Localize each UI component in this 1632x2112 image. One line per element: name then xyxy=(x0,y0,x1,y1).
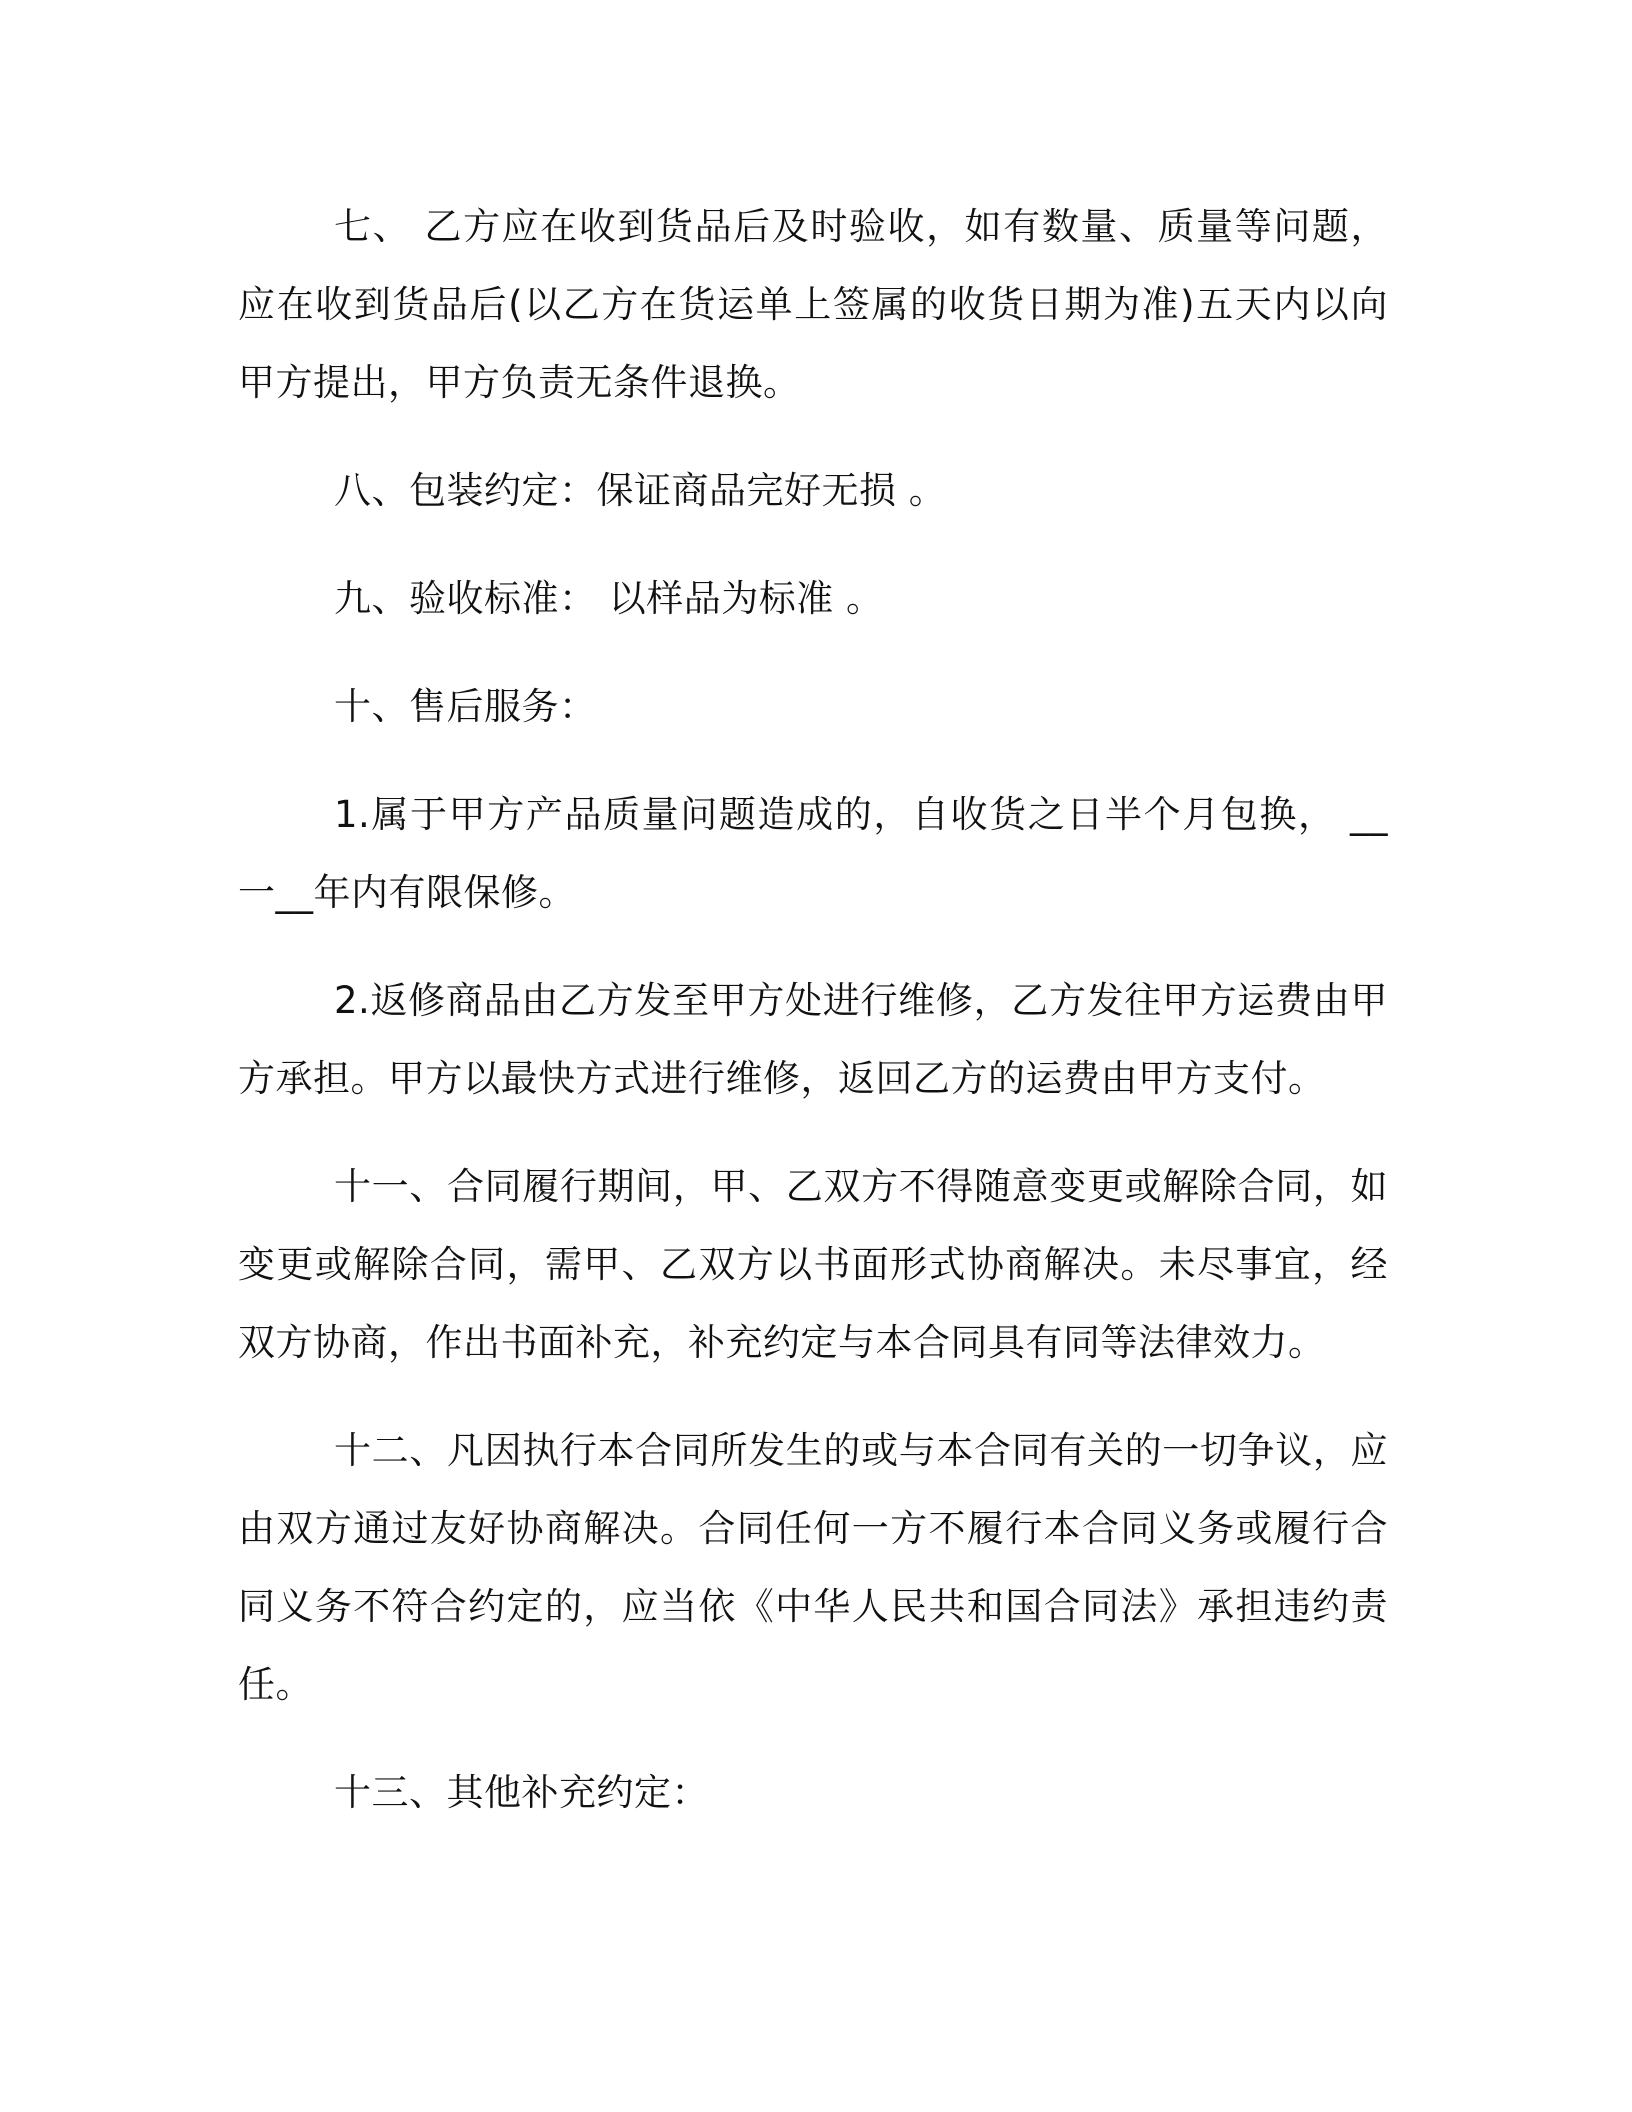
clause-10-item-2: 2.返修商品由乙方发至甲方处进行维修，乙方发往甲方运费由甲方承担。甲方以最快方式进行维修，返回乙方的运费由甲方支付。 xyxy=(238,979,1388,1100)
clause-7: 七、 乙方应在收到货品后及时验收，如有数量、质量等问题，应在收到货品后(以乙方在货运单上签属的收货日期为准)五天内以向甲方提出，甲方负责无条件退换。 xyxy=(238,205,1388,404)
clause-8: 八、包装约定：保证商品完好无损 。 xyxy=(334,469,947,512)
clause-13: 十三、其他补充约定： xyxy=(334,1771,709,1814)
clause-10-item-1: 1.属于甲方产品质量问题造成的，自收货之日半个月包换， __一__年内有限保修。 xyxy=(238,793,1388,914)
clause-9: 九、验收标准： 以样品为标准 。 xyxy=(334,577,884,620)
document-body xyxy=(238,188,1388,1862)
clause-12: 十二、凡因执行本合同所发生的或与本合同有关的一切争议，应由双方通过友好协商解决。合同任何一方不履行本合同义务或履行合同义务不符合约定的，应当依《中华人民共和国合同法》承担违约责任。 xyxy=(238,1429,1388,1706)
clause-10-heading: 十、售后服务： xyxy=(334,685,597,728)
clause-11: 十一、合同履行期间，甲、乙双方不得随意变更或解除合同，如变更或解除合同，需甲、乙双方以书面形式协商解决。未尽事宜，经双方协商，作出书面补充，补充约定与本合同具有同等法律效力。 xyxy=(238,1165,1388,1364)
